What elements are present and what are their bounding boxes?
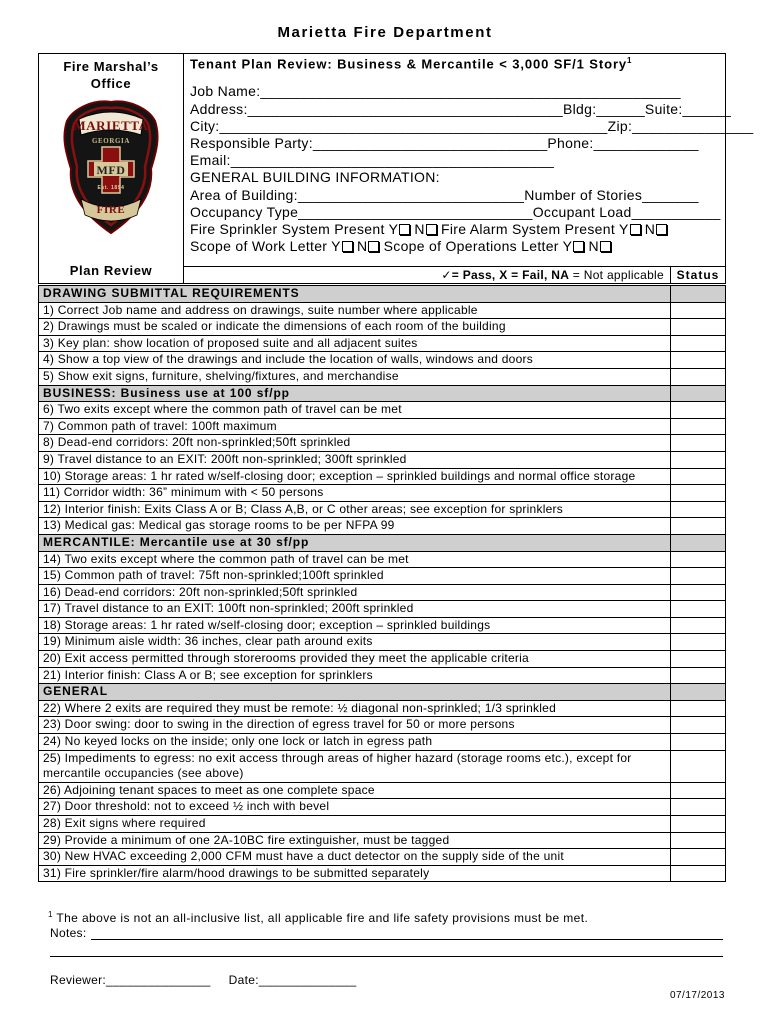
notes-line-2[interactable] [50,956,723,957]
status-cell[interactable] [671,435,726,452]
requirement-row [39,734,726,751]
status-header: Status [671,267,726,284]
sprinkler-alarm-line: Fire Sprinkler System Present Y N Fire Alarm System Present Y N [190,221,725,238]
logo-bottom-text: FIRE [96,204,126,216]
requirement-text: 2) Drawings must be scaled or indicate the dimensions of each room of the building [39,319,671,336]
requirement-row [39,451,726,468]
requirement-row [39,634,726,651]
requirement-row [39,700,726,717]
status-cell[interactable] [671,352,726,369]
check-icon: ✓ [441,268,452,282]
requirement-row [39,319,726,336]
marietta-fire-logo [61,97,161,237]
status-cell[interactable] [671,816,726,833]
requirement-row [39,782,726,799]
requirement-text: 20) Exit access permitted through storerooms provided they meet the applicable criteria [39,651,671,668]
section-header: GENERAL [39,684,671,701]
requirement-row [39,302,726,319]
requirement-text: 30) New HVAC exceeding 2,000 CFM must have a duct detector on the supply side of the unit [39,849,671,866]
status-cell[interactable] [671,451,726,468]
requirement-text: 4) Show a top view of the drawings and include the location of walls, windows and doors [39,352,671,369]
status-cell[interactable] [671,700,726,717]
address-field[interactable]: Address:_______________________________________Bldg:______Suite:______ [190,100,732,117]
requirement-row [39,335,726,352]
requirement-row [39,816,726,833]
requirement-row [39,750,726,782]
status-cell[interactable] [671,368,726,385]
requirements-table [38,285,726,882]
requirement-text: 13) Medical gas: Medical gas storage rooms to be per NFPA 99 [39,518,671,535]
requirement-text: 11) Corridor width: 36” minimum with < 50 persons [39,485,671,502]
logo-state-text: GEORGIA [91,137,131,145]
scope-ops-yes-checkbox[interactable] [573,241,584,252]
email-field[interactable]: Email:________________________________________ [190,152,555,169]
requirement-row [39,402,726,419]
job-info-cell [184,54,754,267]
section-header-row [39,684,726,701]
general-building-heading: GENERAL BUILDING INFORMATION: [190,169,440,186]
responsible-party-field[interactable]: Responsible Party:_____________________________Phone:_____________ [190,134,699,151]
logo-est-text: Est. 1894 [97,185,125,191]
status-cell[interactable] [671,634,726,651]
logo-top-text: MARIETTA [73,118,149,133]
requirement-text: 29) Provide a minimum of one 2A-10BC fire extinguisher, must be tagged [39,832,671,849]
status-cell[interactable] [671,667,726,684]
requirement-text: 14) Two exits except where the common path of travel can be met [39,551,671,568]
scope-work-yes-checkbox[interactable] [342,241,353,252]
office-name: Fire Marshal’s Office [63,59,159,91]
requirement-row [39,717,726,734]
requirement-text: 15) Common path of travel: 75ft non-sprinkled;100ft sprinkled [39,568,671,585]
requirement-row [39,518,726,535]
requirement-text: 19) Minimum aisle width: 36 inches, clear path around exits [39,634,671,651]
requirement-text: 21) Interior finish: Class A or B; see exception for sprinklers [39,667,671,684]
requirement-text: 12) Interior finish: Exits Class A or B; Class A,B, or C other areas; see exception for sprinklers [39,501,671,518]
notes-line-1[interactable] [91,939,723,940]
requirement-text: 8) Dead-end corridors: 20ft non-sprinkled;50ft sprinkled [39,435,671,452]
requirement-text: 9) Travel distance to an EXIT: 200ft non-sprinkled; 300ft sprinkled [39,451,671,468]
requirement-row [39,418,726,435]
section-header: BUSINESS: Business use at 100 sf/pp [39,385,671,402]
section-status-cell [671,385,726,402]
requirement-row [39,352,726,369]
requirement-row [39,799,726,816]
section-header: MERCANTILE: Mercantile use at 30 sf/pp [39,534,671,551]
requirement-text: 26) Adjoining tenant spaces to meet as one complete space [39,782,671,799]
section-header: DRAWING SUBMITTAL REQUIREMENTS [39,286,671,303]
scope-ops-no-checkbox[interactable] [600,241,611,252]
requirement-row [39,368,726,385]
sprinkler-no-checkbox[interactable] [426,224,437,235]
requirement-row [39,667,726,684]
job-name-field[interactable]: Job Name:____________________________________________________ [190,83,681,100]
status-cell[interactable] [671,468,726,485]
section-header-row [39,534,726,551]
requirement-row [39,501,726,518]
status-cell[interactable] [671,485,726,502]
status-cell[interactable] [671,782,726,799]
page-title: Marietta Fire Department [277,24,493,41]
requirement-text: 27) Door threshold: not to exceed ½ inch with bevel [39,799,671,816]
requirement-text: 23) Door swing: door to swing in the direction of egress travel for 50 or more persons [39,717,671,734]
plan-review-label: Plan Review [69,263,153,278]
status-cell[interactable] [671,335,726,352]
requirement-text: 22) Where 2 exits are required they must be remote: ½ diagonal non-sprinkled; 1/3 sprinkled [39,700,671,717]
requirement-text: 6) Two exits except where the common path of travel can be met [39,402,671,419]
status-cell[interactable] [671,717,726,734]
scope-line: Scope of Work Letter Y N Scope of Operations Letter Y N [190,238,725,255]
requirement-text: 31) Fire sprinkler/fire alarm/hood drawings to be submitted separately [39,865,671,882]
section-status-cell [671,286,726,303]
date-field[interactable]: Date:______________ [228,973,357,987]
requirement-row [39,832,726,849]
status-cell[interactable] [671,617,726,634]
status-cell[interactable] [671,319,726,336]
signoff-line [50,973,357,987]
requirement-text: 3) Key plan: show location of proposed suite and all adjacent suites [39,335,671,352]
status-cell[interactable] [671,865,726,882]
status-cell[interactable] [671,584,726,601]
requirement-text: 10) Storage areas: 1 hr rated w/self-closing door; exception – sprinkled buildings and normal office storage [39,468,671,485]
requirement-text: 5) Show exit signs, furniture, shelving/fixtures, and merchandise [39,368,671,385]
status-cell[interactable] [671,568,726,585]
requirement-row [39,485,726,502]
status-cell[interactable] [671,799,726,816]
footnote: $^1$ The above is not an all-inclusive list, all applicable fire and life safety provisions must be met. [48,910,589,925]
status-cell[interactable] [671,849,726,866]
requirement-text: 1) Correct Job name and address on drawings, suite number where applicable [39,302,671,319]
requirement-row [39,651,726,668]
requirement-text: 7) Common path of travel: 100ft maximum [39,418,671,435]
status-cell[interactable] [671,418,726,435]
section-status-cell [671,534,726,551]
scope-work-no-checkbox[interactable] [368,241,379,252]
status-cell[interactable] [671,832,726,849]
status-cell[interactable] [671,518,726,535]
sprinkler-yes-checkbox[interactable] [399,224,410,235]
fire-marshal-office-cell [39,54,184,284]
requirement-text: 25) Impediments to egress: no exit access through areas of higher hazard (storage rooms etc.), except for mercantile occupancies (see above) [39,750,671,782]
requirement-text: 17) Travel distance to an EXIT: 100ft non-sprinkled; 200ft sprinkled [39,601,671,618]
requirement-text: 16) Dead-end corridors: 20ft non-sprinkled;50ft sprinkled [39,584,671,601]
city-zip-field[interactable]: City:________________________________________________Zip:_______________ [190,117,754,134]
alarm-no-checkbox[interactable] [656,224,667,235]
area-stories-field[interactable]: Area of Building:____________________________Number of Stories_______ [190,186,699,203]
status-cell[interactable] [671,551,726,568]
alarm-yes-checkbox[interactable] [630,224,641,235]
requirement-row [39,849,726,866]
requirement-text: 24) No keyed locks on the inside; only one lock or latch in egress path [39,734,671,751]
requirement-row [39,865,726,882]
logo-center-text: MFD [96,163,126,177]
status-cell[interactable] [671,601,726,618]
notes-label: Notes: [50,926,87,940]
occupancy-field[interactable]: Occupancy Type_____________________________Occupant Load___________ [190,203,721,220]
status-cell[interactable] [671,402,726,419]
requirement-row [39,568,726,585]
section-header-row [39,385,726,402]
status-cell[interactable] [671,501,726,518]
section-status-cell [671,684,726,701]
requirement-row [39,468,726,485]
status-cell[interactable] [671,750,726,782]
review-title: Tenant Plan Review: Business & Mercantile < 3,000 SF/1 Story$^1$ [190,56,633,72]
document-date: 07/17/2013 [669,990,725,1001]
requirement-row [39,601,726,618]
requirement-text: 28) Exit signs where required [39,816,671,833]
requirement-row [39,584,726,601]
requirement-row [39,435,726,452]
requirement-row [39,551,726,568]
status-cell[interactable] [671,651,726,668]
reviewer-field[interactable]: Reviewer:_______________ [50,973,211,987]
requirement-text: 18) Storage areas: 1 hr rated w/self-closing door; exception – sprinkled buildings [39,617,671,634]
status-cell[interactable] [671,302,726,319]
status-legend: ✓= Pass, X = Fail, NA = Not applicable [184,267,671,284]
status-cell[interactable] [671,734,726,751]
header-table [38,53,754,284]
requirement-row [39,617,726,634]
section-header-row [39,286,726,303]
